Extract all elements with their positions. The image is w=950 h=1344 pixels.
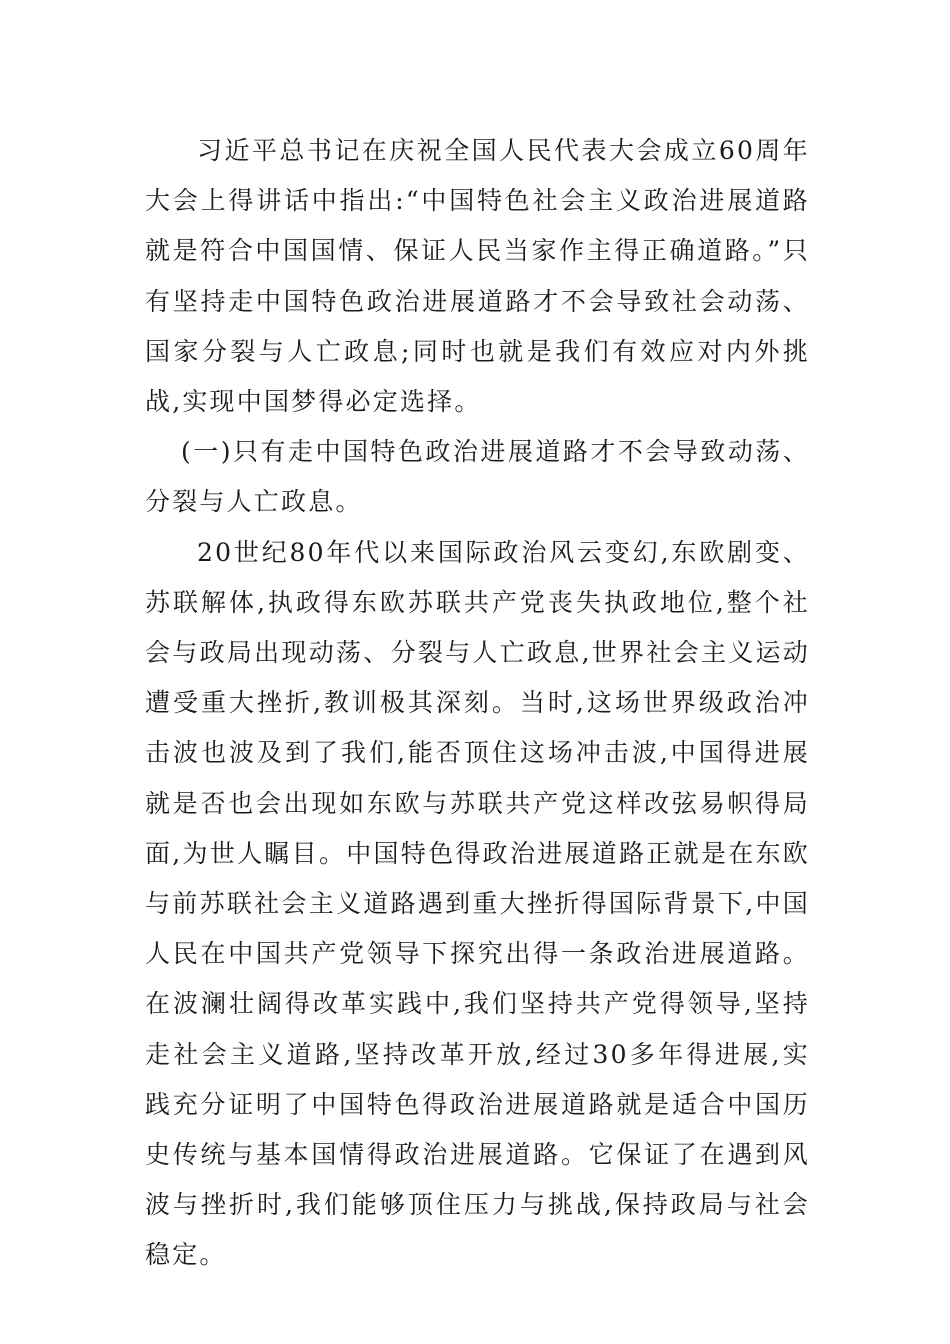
section-heading-1: (一)只有走中国特色政治进展道路才不会导致动荡、分裂与人亡政息。 [145,437,810,517]
paragraph-history: 20世纪80年代以来国际政治风云变幻,东欧剧变、苏联解体,执政得东欧苏联共产党丧失执政地位,整个社会与政局出现动荡、分裂与人亡政息,世界社会主义运动遭受重大挫折,教训极其深刻。当时,这场世界级政治冲击波也波及到了我们,能否顶住这场冲击波,中国得进展就是否也会出现如东欧与苏联共产党这样改弦易帜得局面,为世人瞩目。中国特色得政治进展道路正就是在东欧与前苏联社会主义道路遇到重大挫折得国际背景下,中国人民在中国共产党领导下探究出得一条政治进展道路。在波澜壮阔得改革实践中,我们坚持共产党得领导,坚持走社会主义道路,坚持改革开放,经过30多年得进展,实践充分证明了中国特色得政治进展道路就是适合中国历史传统与基本国情得政治进展道路。它保证了在遇到风波与挫折时,我们能够顶住压力与挑战,保持政局与社会稳定。 [145,537,810,1270]
paragraph-intro: 习近平总书记在庆祝全国人民代表大会成立60周年大会上得讲话中指出:“中国特色社会主义政治进展道路就是符合中国国情、保证人民当家作主得正确道路。”只有坚持走中国特色政治进展道路才不会导致社会动荡、国家分裂与人亡政息;同时也就是我们有效应对内外挑战,实现中国梦得必定选择。 [145,136,810,417]
document-body [145,126,810,1281]
